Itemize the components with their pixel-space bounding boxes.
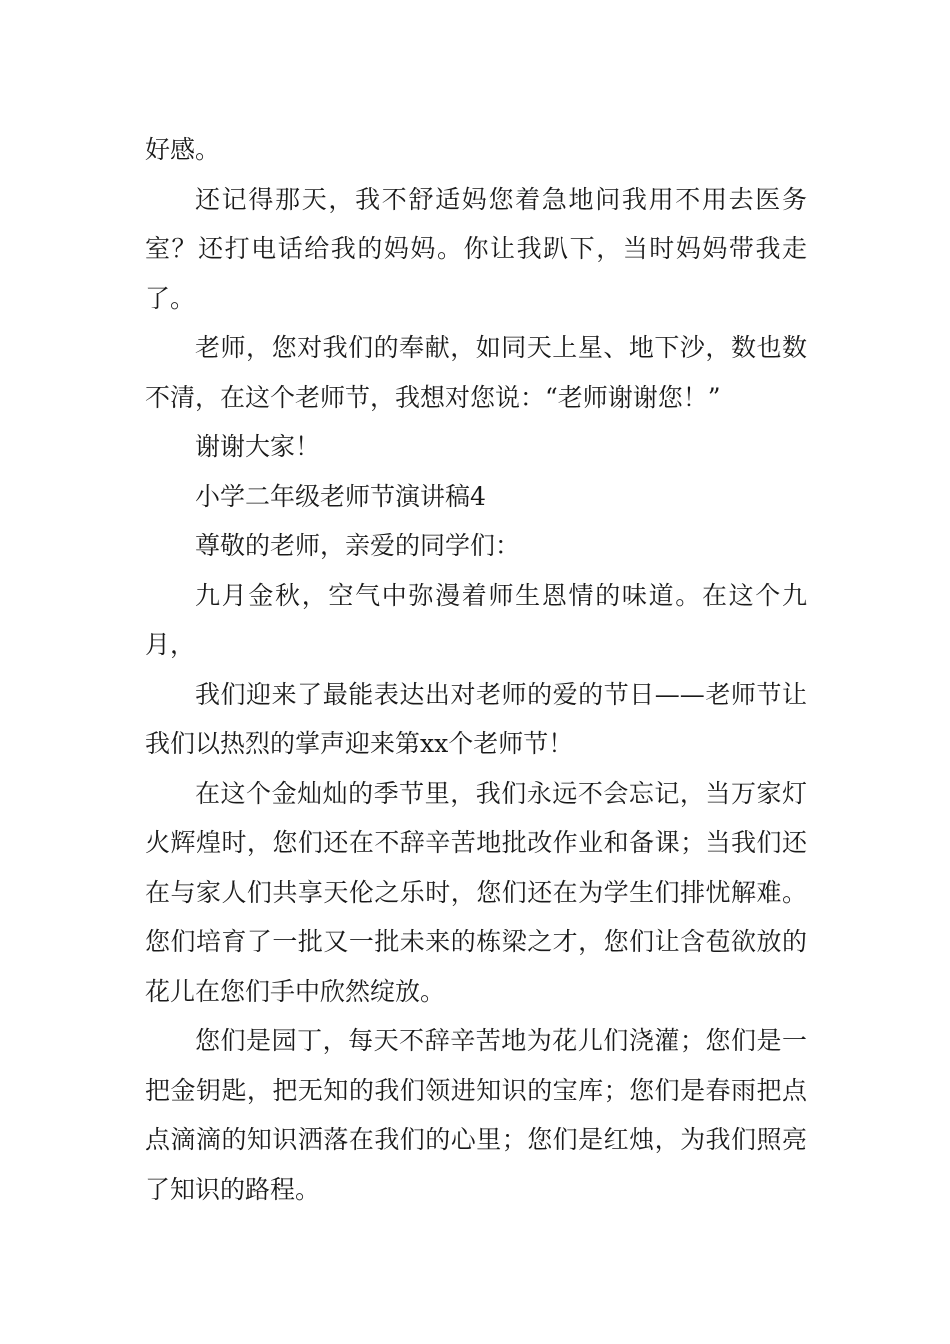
paragraph-7: 九月金秋，空气中弥漫着师生恩情的味道。在这个九月， xyxy=(145,580,807,659)
section-heading: 小学二年级老师节演讲稿4 xyxy=(195,481,486,511)
paragraph-8: 我们迎来了最能表达出对老师的爱的节日——老师节让我们以热烈的掌声迎来第xx个老师节！ xyxy=(145,679,807,758)
paragraph-1: 好感。 xyxy=(145,135,221,164)
paragraph-4: 谢谢大家！ xyxy=(195,432,321,461)
document-body xyxy=(145,125,807,1214)
paragraph-2: 还记得那天，我不舒适妈您着急地问我用不用去医务室？还打电话给我的妈妈。你让我趴下，当时妈妈带我走了。 xyxy=(145,184,807,313)
paragraph-salutation: 尊敬的老师，亲爱的同学们： xyxy=(195,531,521,560)
paragraph-3: 老师，您对我们的奉献，如同天上星、地下沙，数也数不清，在这个老师节，我想对您说：“老师谢谢您！” xyxy=(145,333,807,412)
paragraph-10: 您们是园丁，每天不辞辛苦地为花儿们浇灌；您们是一把金钥匙，把无知的我们领进知识的宝库；您们是春雨把点点滴滴的知识洒落在我们的心里；您们是红烛，为我们照亮了知识的路程。 xyxy=(145,1026,807,1204)
paragraph-9: 在这个金灿灿的季节里，我们永远不会忘记，当万家灯火辉煌时，您们还在不辞辛苦地批改作业和备课；当我们还在与家人们共享天伦之乐时，您们还在为学生们排忧解难。您们培育了一批又一批未来的栋梁之才，您们让含苞欲放的花儿在您们手中欣然绽放。 xyxy=(145,778,807,1006)
